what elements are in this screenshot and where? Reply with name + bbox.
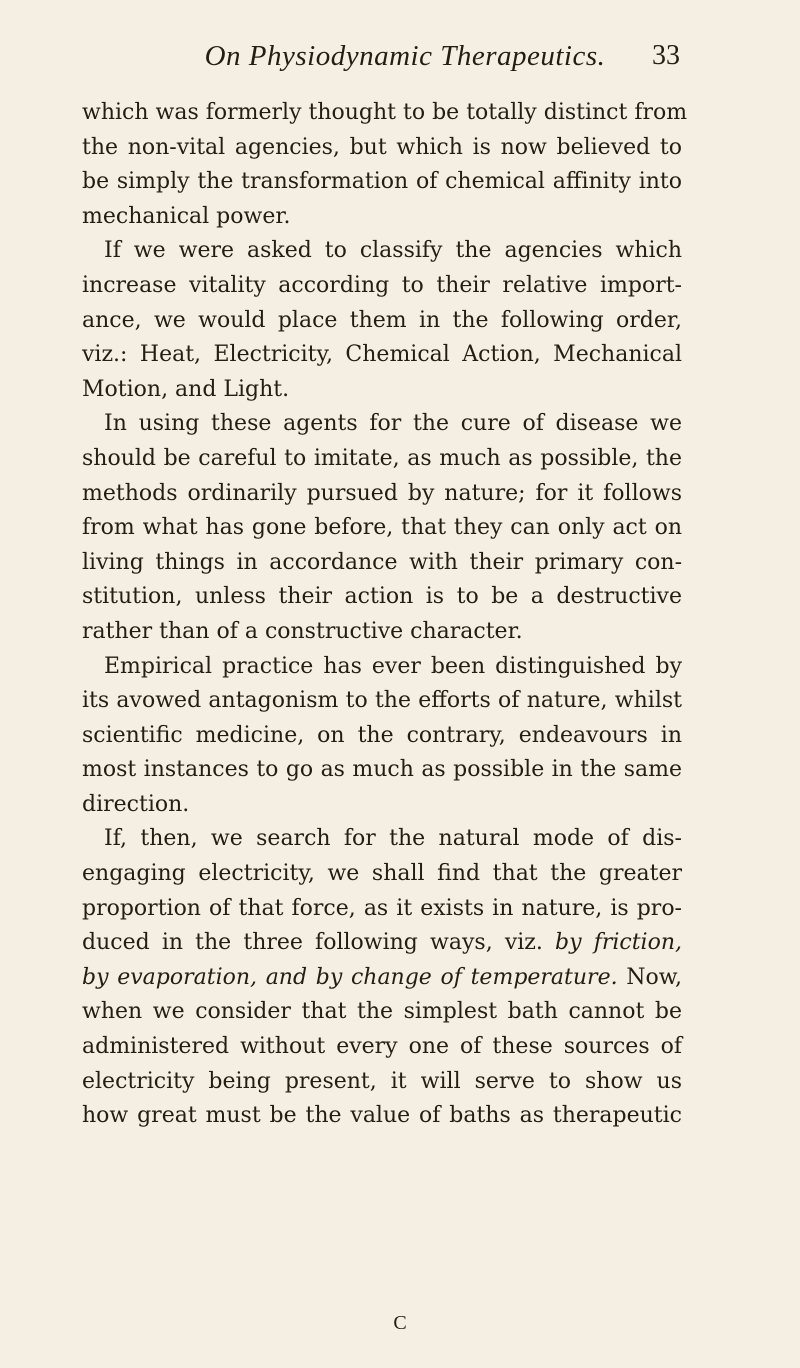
page-number: 33 xyxy=(652,40,680,71)
text-line: which was formerly thought to be totally distinct from xyxy=(82,100,688,125)
text-line: scientific medicine, on the contrary, endeavours in xyxy=(82,722,682,748)
text-line: electricity being present, it will serve to show us xyxy=(82,1068,682,1094)
text-line: mechanical power. xyxy=(82,203,291,229)
text-line: most instances to go as much as possible in the same xyxy=(82,757,682,783)
text-line: Empirical practice has ever been distinguished by xyxy=(104,653,682,679)
text-line: stitution, unless their action is to be a destructive xyxy=(82,584,682,610)
text-line: how great must be the value of baths as therapeutic xyxy=(82,1103,682,1129)
text-line: ance, we would place them in the following order, xyxy=(82,307,682,333)
text-segment: Now, xyxy=(626,964,682,990)
text-line xyxy=(82,926,682,961)
text-line: methods ordinarily pursued by nature; for it follows xyxy=(82,480,682,506)
text-line: engaging electricity, we shall find that the greater xyxy=(82,861,682,887)
text-line: living things in accordance with their primary con- xyxy=(82,549,682,575)
running-title: On Physiodynamic Therapeutics. xyxy=(204,40,606,72)
text-line: the non-vital agencies, but which is now believed to xyxy=(82,134,682,160)
text-line: viz.: Heat, Electricity, Chemical Action, Mechanical xyxy=(82,342,682,368)
text-line: If, then, we search for the natural mode of dis- xyxy=(104,826,682,852)
text-line: In using these agents for the cure of disease we xyxy=(104,411,682,437)
text-line: proportion of that force, as it exists in nature, is pro- xyxy=(82,895,682,921)
text-line: when we consider that the simplest bath cannot be xyxy=(82,999,682,1025)
text-line: from what has gone before, that they can only act on xyxy=(82,515,682,541)
text-line: should be careful to imitate, as much as possible, the xyxy=(82,445,682,471)
signature-mark: C xyxy=(393,1312,407,1334)
text-segment: duced in the three following ways, viz. xyxy=(82,930,543,956)
text-line: increase vitality according to their relative import- xyxy=(82,272,682,298)
italic-text: by friction, xyxy=(555,930,683,956)
page-header xyxy=(130,40,680,80)
body-text xyxy=(82,96,688,1134)
text-line xyxy=(82,961,682,996)
text-line: Motion, and Light. xyxy=(82,376,290,402)
text-line: administered without every one of these sources of xyxy=(82,1034,682,1060)
text-line: its avowed antagonism to the efforts of nature, whilst xyxy=(82,688,682,714)
text-line: rather than of a constructive character. xyxy=(82,618,523,644)
text-line: be simply the transformation of chemical affinity into xyxy=(82,169,682,195)
text-line: If we were asked to classify the agencies which xyxy=(104,238,682,264)
italic-text: by evaporation, and by change of temperature. xyxy=(82,964,618,990)
text-line: direction. xyxy=(82,791,190,817)
